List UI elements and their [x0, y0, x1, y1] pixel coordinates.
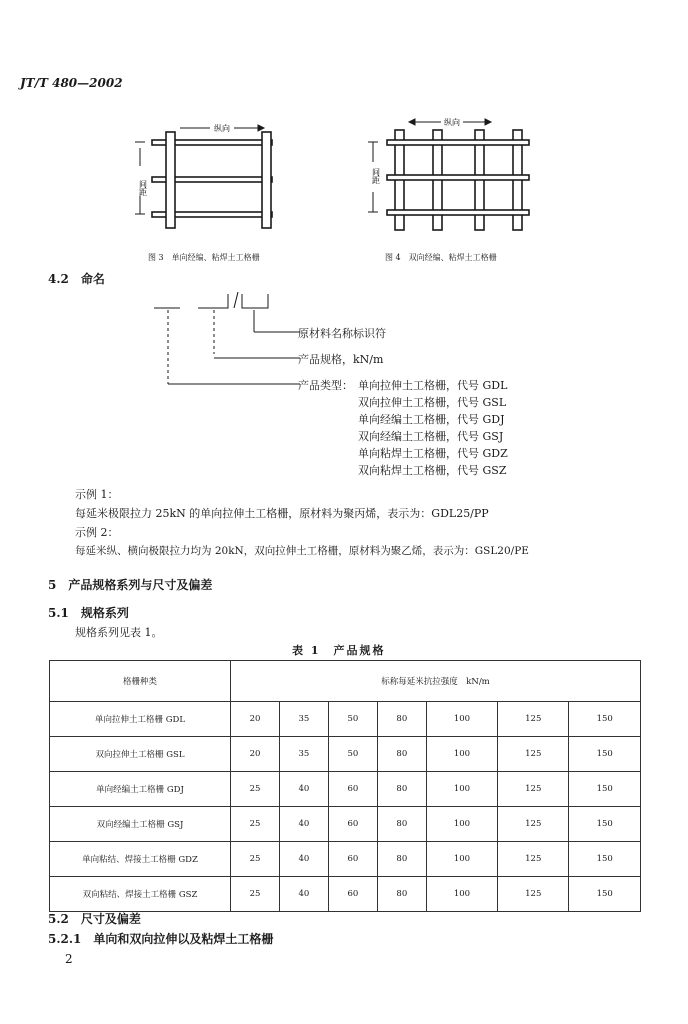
page-number: 2	[65, 952, 73, 966]
value-cell: 80	[377, 877, 426, 912]
value-cell: 150	[569, 737, 641, 772]
value-cell: 35	[279, 737, 328, 772]
value-cell: 100	[426, 702, 497, 737]
product-type-gsz: 双向粘焊土工格栅，代号 GSZ	[358, 464, 507, 477]
value-cell: 40	[279, 842, 328, 877]
document-code: JT/T 480—2002	[20, 76, 123, 90]
value-cell: 150	[569, 702, 641, 737]
value-cell: 25	[231, 772, 280, 807]
example-1-text: 每延米极限拉力 25kN 的单向拉伸土工格栅，原材料为聚丙烯，表示为：GDL25/PP	[75, 507, 489, 520]
table-row	[50, 772, 641, 807]
value-cell: 20	[231, 737, 280, 772]
value-cell: 60	[328, 807, 377, 842]
product-spec-label: 产品规格，kN/m	[298, 353, 384, 366]
product-type-gdl: 单向拉伸土工格栅，代号 GDL	[358, 379, 508, 392]
value-cell: 40	[279, 877, 328, 912]
product-type-label: 产品类型：	[298, 379, 353, 392]
table-row	[50, 842, 641, 877]
table-row	[50, 877, 641, 912]
product-type-gsj: 双向经编土工格栅，代号 GSJ	[358, 430, 504, 443]
fig4-longitudinal-label: 纵向	[444, 118, 460, 127]
fig4-spacing-label: 间距	[371, 168, 381, 184]
value-cell: 35	[279, 702, 328, 737]
value-cell: 80	[377, 737, 426, 772]
value-cell: 150	[569, 877, 641, 912]
section-5-2-heading: 5.2 尺寸及偏差	[48, 912, 141, 926]
value-cell: 125	[498, 842, 569, 877]
value-cell: 150	[569, 807, 641, 842]
row-name: 单向拉伸土工格栅 GDL	[50, 702, 231, 737]
section-5-1-heading: 5.1 规格系列	[48, 606, 129, 620]
value-cell: 100	[426, 772, 497, 807]
table-row	[50, 807, 641, 842]
product-spec-table	[49, 660, 641, 912]
fig3-longitudinal-label: 纵向	[214, 124, 230, 133]
table-row	[50, 702, 641, 737]
value-cell: 80	[377, 772, 426, 807]
product-type-gsl: 双向拉伸土工格栅，代号 GSL	[358, 396, 507, 409]
figure-4-caption: 图 4 双向经编、粘焊土工格栅	[385, 253, 497, 262]
value-cell: 25	[231, 842, 280, 877]
value-cell: 80	[377, 842, 426, 877]
value-cell: 50	[328, 737, 377, 772]
value-cell: 60	[328, 877, 377, 912]
fig3-spacing-label: 间距	[138, 180, 148, 196]
figure-3-caption: 图 3 单向经编、粘焊土工格栅	[148, 253, 260, 262]
value-cell: 60	[328, 772, 377, 807]
row-name: 单向粘结、焊接土工格栅 GDZ	[50, 842, 231, 877]
header-grid-type: 格栅种类	[50, 661, 231, 702]
value-cell: 100	[426, 842, 497, 877]
product-type-gdz: 单向粘焊土工格栅，代号 GDZ	[358, 447, 508, 460]
fig3-rib-right	[262, 132, 271, 228]
fig4-bar-top	[387, 140, 529, 145]
section-4-2-heading: 4.2 命名	[48, 272, 105, 286]
naming-structure-diagram	[150, 288, 300, 398]
table-header-row	[50, 661, 641, 702]
value-cell: 80	[377, 807, 426, 842]
value-cell: 125	[498, 737, 569, 772]
row-name: 双向粘结、焊接土工格栅 GSZ	[50, 877, 231, 912]
value-cell: 150	[569, 842, 641, 877]
header-strength: 标称每延米抗拉强度 kN/m	[231, 661, 641, 702]
value-cell: 100	[426, 877, 497, 912]
value-cell: 125	[498, 702, 569, 737]
value-cell: 125	[498, 772, 569, 807]
value-cell: 80	[377, 702, 426, 737]
row-name: 双向拉伸土工格栅 GSL	[50, 737, 231, 772]
value-cell: 60	[328, 842, 377, 877]
value-cell: 150	[569, 772, 641, 807]
section-5-heading: 5 产品规格系列与尺寸及偏差	[48, 578, 213, 592]
table-1-title: 表 1 产品规格	[292, 644, 386, 657]
table-row	[50, 737, 641, 772]
fig4-bar-middle	[387, 175, 529, 180]
value-cell: 125	[498, 877, 569, 912]
value-cell: 20	[231, 702, 280, 737]
value-cell: 25	[231, 807, 280, 842]
figure-4-diagram	[355, 112, 535, 236]
row-name: 单向经编土工格栅 GDJ	[50, 772, 231, 807]
value-cell: 125	[498, 807, 569, 842]
value-cell: 100	[426, 807, 497, 842]
value-cell: 40	[279, 772, 328, 807]
section-5-2-1-heading: 5.2.1 单向和双向拉伸以及粘焊土工格栅	[48, 932, 274, 946]
section-5-1-text: 规格系列见表 1。	[75, 626, 163, 639]
example-1-label: 示例 1：	[75, 488, 119, 501]
example-2-label: 示例 2：	[75, 526, 119, 539]
value-cell: 40	[279, 807, 328, 842]
value-cell: 50	[328, 702, 377, 737]
material-identifier-label: 原材料名称标识符	[298, 327, 386, 340]
row-name: 双向经编土工格栅 GSJ	[50, 807, 231, 842]
fig4-bar-bottom	[387, 210, 529, 215]
fig3-rib-left	[166, 132, 175, 228]
example-2-text: 每延米纵、横向极限拉力均为 20kN，双向拉伸土工格栅，原材料为聚乙烯，表示为：GSL20/PE	[75, 545, 529, 557]
value-cell: 25	[231, 877, 280, 912]
value-cell: 100	[426, 737, 497, 772]
figure-3-diagram	[130, 118, 300, 238]
product-type-gdj: 单向经编土工格栅，代号 GDJ	[358, 413, 505, 426]
